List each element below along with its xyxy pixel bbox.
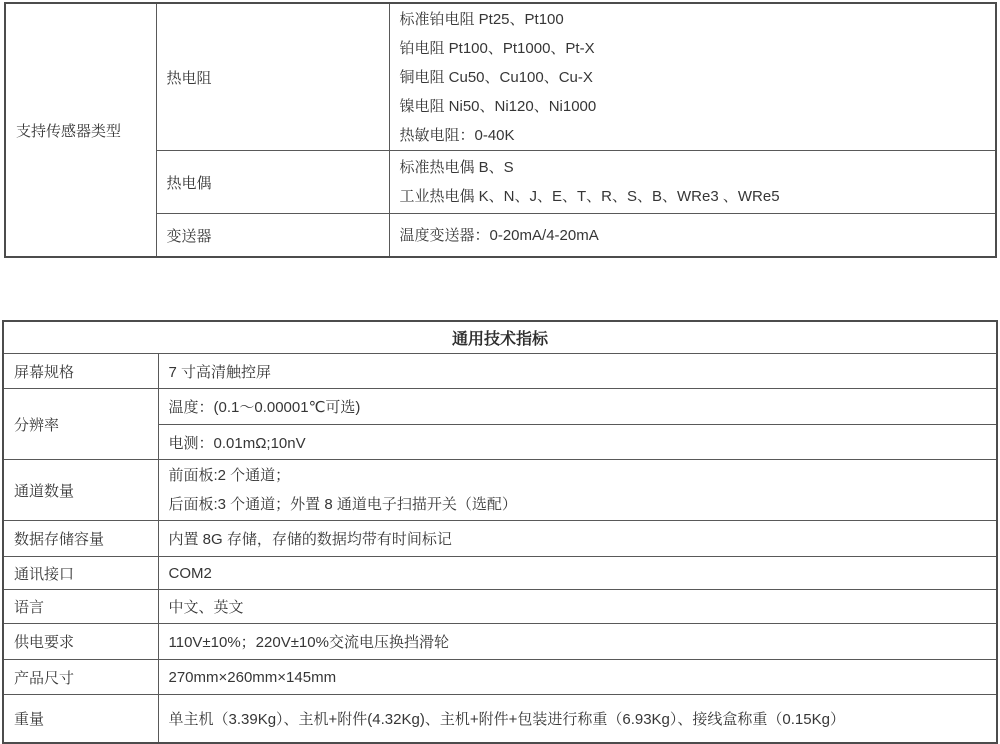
- cell-sensor-type-thermocouple: 热电偶: [156, 151, 389, 214]
- cell-sensor-models-thermocouple: [389, 151, 996, 214]
- table-row: [5, 3, 996, 151]
- cell-sensor-type-rtd: 热电阻: [156, 3, 389, 151]
- spec-value-power: 110V±10%；220V±10%交流电压换挡滑轮: [158, 624, 997, 660]
- table-row: [3, 557, 997, 590]
- sensor-model-line: 镍电阻 Ni50、Ni120、Ni1000: [399, 97, 597, 115]
- spec-value-resolution-electrical: 电测：0.01mΩ;10nV: [158, 425, 997, 460]
- spec-value-comm-port: COM2: [158, 557, 997, 590]
- table-row: [3, 354, 997, 389]
- table-row: [3, 460, 997, 521]
- spec-label-resolution: 分辨率: [3, 389, 158, 460]
- sensor-model-line: 铂电阻 Pt100、Pt1000、Pt-X: [399, 39, 595, 57]
- table-row: [3, 660, 997, 695]
- spec-value-screen: 7 寸高清触控屏: [158, 354, 997, 389]
- spec-value-channels: [158, 460, 997, 521]
- spec-label-dimensions: 产品尺寸: [3, 660, 158, 695]
- spec-value-line: 后面板:3 个通道；外置 8 通道电子扫描开关（选配）: [168, 496, 517, 513]
- table-title: 通用技术指标: [3, 321, 997, 354]
- table-row: [3, 389, 997, 425]
- spec-label-screen: 屏幕规格: [3, 354, 158, 389]
- spec-label-storage: 数据存储容量: [3, 521, 158, 557]
- spec-value-weight: 单主机（3.39Kg）、主机+附件(4.32Kg)、主机+附件+包装进行称重（6.93Kg）、接线盒称重（0.15Kg）: [158, 695, 997, 744]
- spec-label-comm-port: 通讯接口: [3, 557, 158, 590]
- table-row: [3, 590, 997, 624]
- spec-label-power: 供电要求: [3, 624, 158, 660]
- spec-value-storage: 内置 8G 存储，存储的数据均带有时间标记: [158, 521, 997, 557]
- sensor-model-line: 热敏电阻：0-40K: [399, 126, 515, 144]
- cell-sensor-models-transmitter: [389, 214, 996, 258]
- sensor-model-line: 标准铂电阻 Pt25、Pt100: [399, 10, 564, 28]
- table-row: [3, 695, 997, 744]
- spec-value-language: 中文、英文: [158, 590, 997, 624]
- sensor-model-line: 标准热电偶 B、S: [399, 159, 514, 176]
- cell-sensor-category: 支持传感器类型: [5, 3, 156, 257]
- spec-label-weight: 重量: [3, 695, 158, 744]
- table-header-row: [3, 321, 997, 354]
- spec-label-channels: 通道数量: [3, 460, 158, 521]
- cell-sensor-type-transmitter: 变送器: [156, 214, 389, 258]
- spec-value-dimensions: 270mm×260mm×145mm: [158, 660, 997, 695]
- table-row: [3, 624, 997, 660]
- spec-value-line: 前面板:2 个通道；: [168, 467, 291, 484]
- sensor-model-line: 工业热电偶 K、N、J、E、T、R、S、B、WRe3 、WRe5: [399, 188, 780, 205]
- spec-value-resolution-temperature: 温度：(0.1～0.00001℃可选): [158, 389, 997, 425]
- spec-label-language: 语言: [3, 590, 158, 624]
- sensor-type-table: [4, 2, 997, 258]
- sensor-model-line: 铜电阻 Cu50、Cu100、Cu-X: [399, 68, 593, 86]
- table-row: [3, 521, 997, 557]
- sensor-model-line: 温度变送器：0-20mA/4-20mA: [399, 226, 599, 244]
- cell-sensor-models-rtd: [389, 3, 996, 151]
- general-spec-table: [2, 320, 998, 744]
